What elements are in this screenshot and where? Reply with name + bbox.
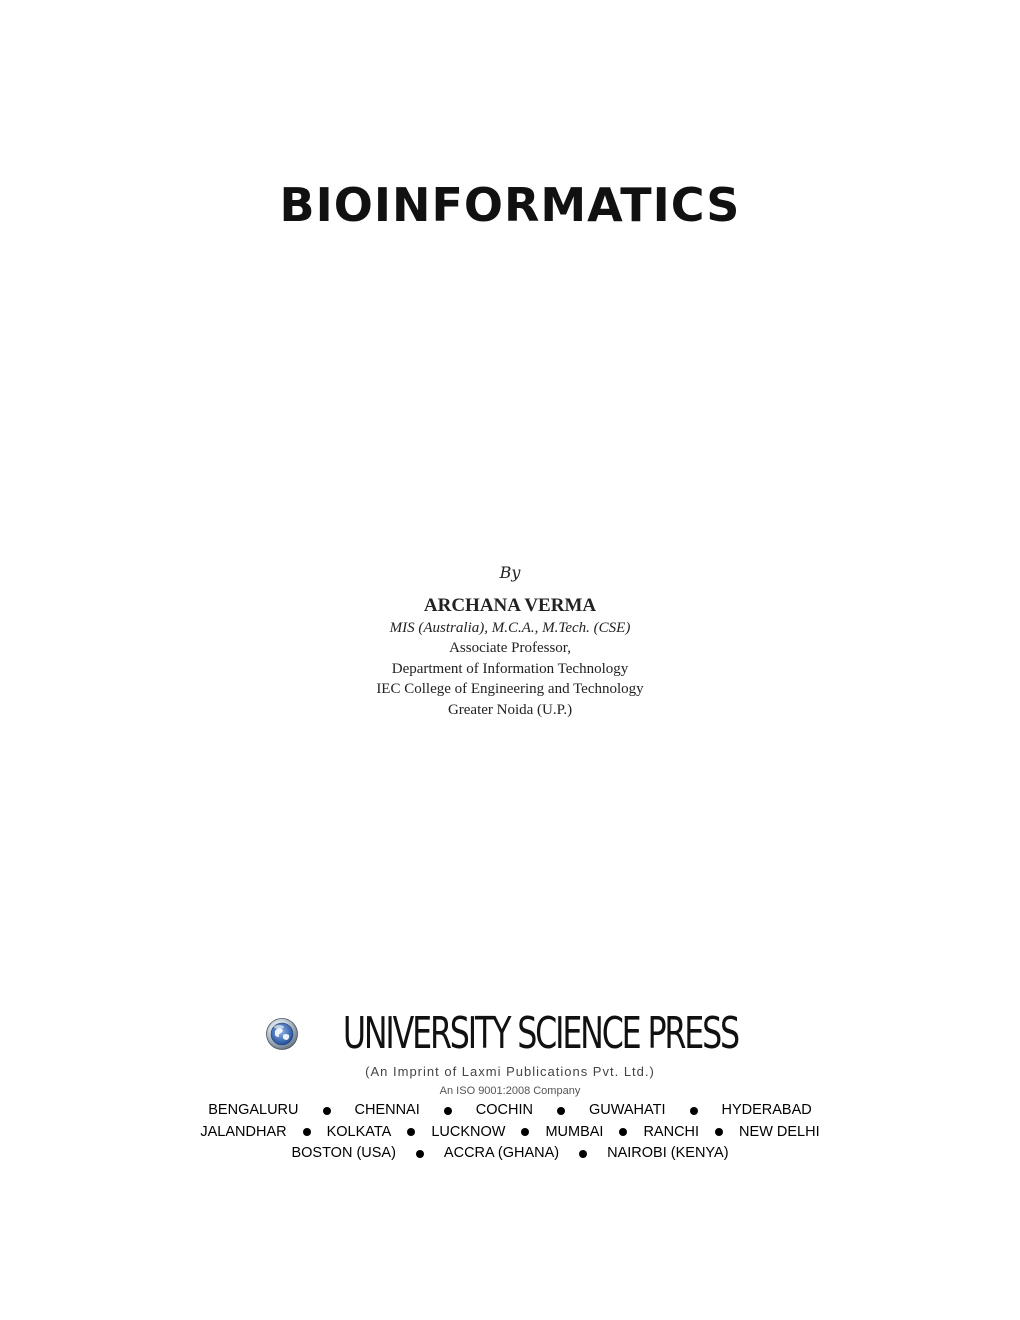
city-name: BENGALURU [208, 1102, 299, 1119]
city-list-row [0, 1100, 1020, 1122]
city-name: BOSTON (USA) [291, 1145, 396, 1162]
city-name: RANCHI [643, 1123, 700, 1140]
author-name: ARCHANA VERMA [423, 595, 597, 616]
affiliation-line: Greater Noida (U.P.) [447, 701, 573, 718]
bullet-icon [444, 1107, 452, 1115]
bullet-icon [690, 1107, 698, 1115]
author-block [0, 562, 1020, 720]
affiliation-line: IEC College of Engineering and Technology [376, 681, 644, 697]
publisher-name: UNIVERSITY SCIENCE PRESS [342, 1008, 738, 1059]
city-list-row [0, 1122, 1020, 1144]
bullet-icon [579, 1150, 587, 1158]
author-qualifications: MIS (Australia), M.C.A., M.Tech. (CSE) [389, 620, 631, 636]
publisher-name-row [0, 1008, 1020, 1060]
affiliation-line: Department of Information Technology [391, 660, 629, 677]
city-name: CHENNAI [354, 1102, 420, 1119]
city-name: HYDERABAD [721, 1102, 812, 1119]
city-name: JALANDHAR [200, 1123, 287, 1140]
city-name: NEW DELHI [739, 1123, 820, 1140]
publisher-imprint: (An Imprint of Laxmi Publications Pvt. Ltd.) [365, 1064, 655, 1079]
bullet-icon [715, 1128, 723, 1136]
bullet-icon [407, 1128, 415, 1136]
iso-certification: An ISO 9001:2008 Company [439, 1085, 581, 1097]
city-name: ACCRA (GHANA) [443, 1145, 560, 1162]
bullet-icon [557, 1107, 565, 1115]
bullet-icon [303, 1128, 311, 1136]
affiliation-line: Associate Professor, [449, 640, 571, 656]
city-name: MUMBAI [545, 1123, 604, 1140]
city-name: LUCKNOW [431, 1123, 506, 1140]
city-name: NAIROBI (KENYA) [607, 1145, 729, 1162]
city-name: GUWAHATI [588, 1102, 666, 1119]
city-name: KOLKATA [326, 1123, 392, 1140]
by-label: By [499, 563, 521, 582]
bullet-icon [619, 1128, 627, 1136]
bullet-icon [416, 1150, 424, 1158]
bullet-icon [521, 1128, 529, 1136]
publisher-block [0, 1008, 1020, 1165]
city-list-row [0, 1143, 1020, 1165]
bullet-icon [323, 1107, 331, 1115]
book-title: BIOINFORMATICS [279, 178, 741, 232]
globe-logo-icon [266, 1018, 298, 1050]
city-name: COCHIN [475, 1102, 533, 1119]
